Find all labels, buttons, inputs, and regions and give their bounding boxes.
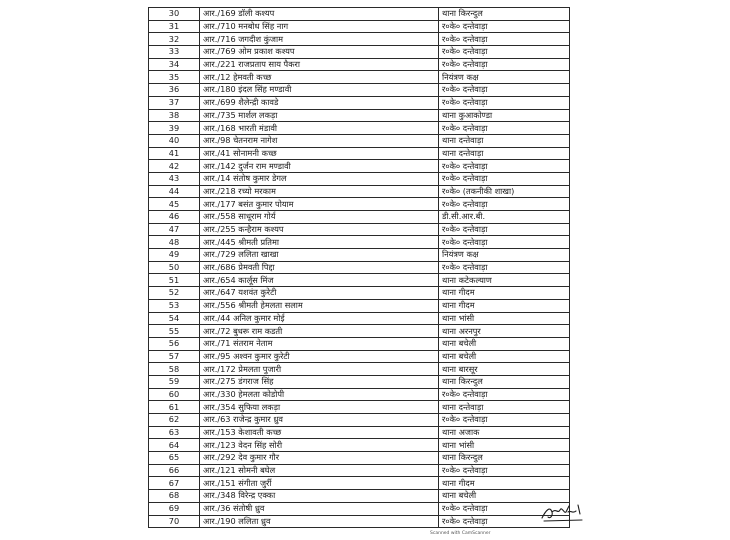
table-row <box>149 477 570 490</box>
name-cell: आर./190 ललिता ध्रुव <box>200 515 439 528</box>
table-row <box>149 20 570 33</box>
table-row <box>149 426 570 439</box>
name-cell: आर./72 बुधरू राम कडती <box>200 325 439 338</box>
posting-cell: र०के० दन्तेवाड़ा <box>439 33 570 46</box>
serial-number-cell: 44 <box>149 185 200 198</box>
posting-cell: थाना बारसूर <box>439 363 570 376</box>
serial-number-cell: 67 <box>149 477 200 490</box>
posting-cell: र०के० दन्तेवाड़ा <box>439 198 570 211</box>
personnel-table <box>148 7 570 528</box>
table-row <box>149 401 570 414</box>
table-row <box>149 58 570 71</box>
table-row <box>149 33 570 46</box>
table-row <box>149 439 570 452</box>
name-cell: आर./647 यशवंत कुरेटी <box>200 287 439 300</box>
serial-number-cell: 33 <box>149 46 200 59</box>
name-cell: आर./699 शैलेन्द्री कावडे <box>200 96 439 109</box>
name-cell: आर./654 कार्लूस मिंज <box>200 274 439 287</box>
table-row <box>149 46 570 59</box>
serial-number-cell: 69 <box>149 502 200 515</box>
name-cell: आर./735 मार्शल लकड़ा <box>200 109 439 122</box>
serial-number-cell: 57 <box>149 350 200 363</box>
name-cell: आर./168 भारती मंडावी <box>200 122 439 135</box>
name-cell: आर./180 इंदल सिंह मण्डावी <box>200 84 439 97</box>
table-row <box>149 122 570 135</box>
name-cell: आर./292 देव कुमार गौर <box>200 452 439 465</box>
posting-cell: र०के० दन्तेवाड़ा <box>439 464 570 477</box>
serial-number-cell: 64 <box>149 439 200 452</box>
posting-cell: र०के० दन्तेवाड़ा <box>439 20 570 33</box>
serial-number-cell: 47 <box>149 223 200 236</box>
posting-cell: र०के० दन्तेवाड़ा <box>439 515 570 528</box>
table-row <box>149 337 570 350</box>
table-row <box>149 96 570 109</box>
posting-cell: थाना किरन्दुल <box>439 452 570 465</box>
scanner-watermark: Scanned with CamScanner <box>430 531 491 536</box>
name-cell: आर./354 सुफिया लकड़ा <box>200 401 439 414</box>
name-cell: आर./153 केशावती कच्छ <box>200 426 439 439</box>
table-row <box>149 8 570 21</box>
name-cell: आर./221 राजप्रताप साय पैकरा <box>200 58 439 71</box>
posting-cell: थाना बचेली <box>439 350 570 363</box>
name-cell: आर./330 हेमलता कोडोपी <box>200 388 439 401</box>
posting-cell: र०के० दन्तेवाड़ा <box>439 388 570 401</box>
table-row <box>149 452 570 465</box>
name-cell: आर./686 प्रेमवती पिद्दा <box>200 261 439 274</box>
serial-number-cell: 54 <box>149 312 200 325</box>
table-row <box>149 414 570 427</box>
serial-number-cell: 68 <box>149 490 200 503</box>
posting-cell: थाना किरन्दुल <box>439 375 570 388</box>
name-cell: आर./710 मनबोध सिंह नाग <box>200 20 439 33</box>
name-cell: आर./142 दुर्जन राम मण्डावी <box>200 160 439 173</box>
table-row <box>149 375 570 388</box>
serial-number-cell: 59 <box>149 375 200 388</box>
serial-number-cell: 46 <box>149 211 200 224</box>
table-row <box>149 287 570 300</box>
serial-number-cell: 31 <box>149 20 200 33</box>
personnel-table-body <box>149 8 570 528</box>
posting-cell: र०के० (तकनीकी शाखा) <box>439 185 570 198</box>
posting-cell: नियंत्रण कक्ष <box>439 71 570 84</box>
posting-cell: डी.सी.आर.बी. <box>439 211 570 224</box>
serial-number-cell: 53 <box>149 299 200 312</box>
table-row <box>149 249 570 262</box>
table-row <box>149 109 570 122</box>
name-cell: आर./255 कन्हैराम कश्यप <box>200 223 439 236</box>
name-cell: आर./121 सोमनी बघेल <box>200 464 439 477</box>
signature <box>538 500 588 524</box>
serial-number-cell: 49 <box>149 249 200 262</box>
posting-cell: थाना दन्तेवाड़ा <box>439 134 570 147</box>
serial-number-cell: 30 <box>149 8 200 21</box>
table-row <box>149 160 570 173</box>
name-cell: आर./172 प्रेमलता पुजारी <box>200 363 439 376</box>
table-row <box>149 84 570 97</box>
table-row <box>149 325 570 338</box>
name-cell: आर./14 संतोष कुमार डेगल <box>200 172 439 185</box>
serial-number-cell: 36 <box>149 84 200 97</box>
name-cell: आर./177 बसंत कुमार पोयाम <box>200 198 439 211</box>
serial-number-cell: 63 <box>149 426 200 439</box>
posting-cell: र०के० दन्तेवाड़ा <box>439 46 570 59</box>
name-cell: आर./44 अनिल कुमार मोई <box>200 312 439 325</box>
posting-cell: र०के० दन्तेवाड़ा <box>439 122 570 135</box>
serial-number-cell: 50 <box>149 261 200 274</box>
name-cell: आर./98 चेतनराम नागेश <box>200 134 439 147</box>
name-cell: आर./556 श्रीमती हेमलता सलाम <box>200 299 439 312</box>
name-cell: आर./275 डंगराज सिंह <box>200 375 439 388</box>
posting-cell: थाना कुआकोण्डा <box>439 109 570 122</box>
serial-number-cell: 41 <box>149 147 200 160</box>
posting-cell: थाना कटेकल्याण <box>439 274 570 287</box>
serial-number-cell: 38 <box>149 109 200 122</box>
serial-number-cell: 52 <box>149 287 200 300</box>
table-row <box>149 261 570 274</box>
name-cell: आर./36 संतोषी ध्रुव <box>200 502 439 515</box>
posting-cell: र०के० दन्तेवाड़ा <box>439 84 570 97</box>
serial-number-cell: 39 <box>149 122 200 135</box>
posting-cell: र०के० दन्तेवाड़ा <box>439 96 570 109</box>
posting-cell: थाना बचेली <box>439 337 570 350</box>
name-cell: आर./95 अश्वन कुमार कुरेटी <box>200 350 439 363</box>
posting-cell: थाना भांसी <box>439 312 570 325</box>
table-row <box>149 172 570 185</box>
table-row <box>149 71 570 84</box>
table-row <box>149 223 570 236</box>
serial-number-cell: 56 <box>149 337 200 350</box>
name-cell: आर./123 वेदन सिंह सोरी <box>200 439 439 452</box>
table-row <box>149 515 570 528</box>
posting-cell: थाना गीदम <box>439 477 570 490</box>
posting-cell: थाना किरन्दुल <box>439 8 570 21</box>
posting-cell: थाना दन्तेवाड़ा <box>439 147 570 160</box>
table-row <box>149 147 570 160</box>
posting-cell: र०के० दन्तेवाड़ा <box>439 223 570 236</box>
serial-number-cell: 48 <box>149 236 200 249</box>
posting-cell: थाना बचेली <box>439 490 570 503</box>
table-row <box>149 134 570 147</box>
name-cell: आर./558 साधूराम गोर्य <box>200 211 439 224</box>
posting-cell: र०के० दन्तेवाड़ा <box>439 172 570 185</box>
posting-cell: र०के० दन्तेवाड़ा <box>439 261 570 274</box>
serial-number-cell: 51 <box>149 274 200 287</box>
serial-number-cell: 58 <box>149 363 200 376</box>
posting-cell: र०के० दन्तेवाड़ा <box>439 160 570 173</box>
serial-number-cell: 66 <box>149 464 200 477</box>
serial-number-cell: 62 <box>149 414 200 427</box>
table-row <box>149 388 570 401</box>
serial-number-cell: 40 <box>149 134 200 147</box>
posting-cell: थाना अरनपुर <box>439 325 570 338</box>
name-cell: आर./769 ओम प्रकाश कश्यप <box>200 46 439 59</box>
table-row <box>149 363 570 376</box>
serial-number-cell: 60 <box>149 388 200 401</box>
name-cell: आर./63 राजेन्द्र कुमार ध्रुव <box>200 414 439 427</box>
posting-cell: थाना दन्तेवाड़ा <box>439 401 570 414</box>
posting-cell: थाना गीदम <box>439 287 570 300</box>
posting-cell: र०के० दन्तेवाड़ा <box>439 58 570 71</box>
table-row <box>149 502 570 515</box>
table-row <box>149 274 570 287</box>
serial-number-cell: 37 <box>149 96 200 109</box>
serial-number-cell: 45 <box>149 198 200 211</box>
serial-number-cell: 70 <box>149 515 200 528</box>
posting-cell: नियंत्रण कक्ष <box>439 249 570 262</box>
table-row <box>149 198 570 211</box>
table-row <box>149 490 570 503</box>
serial-number-cell: 32 <box>149 33 200 46</box>
table-row <box>149 312 570 325</box>
name-cell: आर./41 सोनामनी कच्छ <box>200 147 439 160</box>
name-cell: आर./729 ललिता खाखा <box>200 249 439 262</box>
name-cell: आर./218 रच्यो मरकाम <box>200 185 439 198</box>
posting-cell: थाना गीदम <box>439 299 570 312</box>
table-row <box>149 350 570 363</box>
table-row <box>149 185 570 198</box>
posting-cell: र०के० दन्तेवाड़ा <box>439 236 570 249</box>
name-cell: आर./348 विरेन्द्र एक्का <box>200 490 439 503</box>
serial-number-cell: 43 <box>149 172 200 185</box>
serial-number-cell: 42 <box>149 160 200 173</box>
table-row <box>149 236 570 249</box>
serial-number-cell: 65 <box>149 452 200 465</box>
serial-number-cell: 35 <box>149 71 200 84</box>
name-cell: आर./169 डॉली कश्यप <box>200 8 439 21</box>
posting-cell: थाना अजाक <box>439 426 570 439</box>
serial-number-cell: 55 <box>149 325 200 338</box>
posting-cell: र०के० दन्तेवाड़ा <box>439 502 570 515</box>
serial-number-cell: 34 <box>149 58 200 71</box>
table-row <box>149 464 570 477</box>
table-row <box>149 299 570 312</box>
name-cell: आर./716 जगदीश कुंजाम <box>200 33 439 46</box>
posting-cell: र०के० दन्तेवाड़ा <box>439 414 570 427</box>
name-cell: आर./71 संतराम नेताम <box>200 337 439 350</box>
posting-cell: थाना भांसी <box>439 439 570 452</box>
name-cell: आर./445 श्रीमती प्रतिमा <box>200 236 439 249</box>
serial-number-cell: 61 <box>149 401 200 414</box>
name-cell: आर./12 हेमवती कच्छ <box>200 71 439 84</box>
table-row <box>149 211 570 224</box>
name-cell: आर./151 संगीता जुर्री <box>200 477 439 490</box>
